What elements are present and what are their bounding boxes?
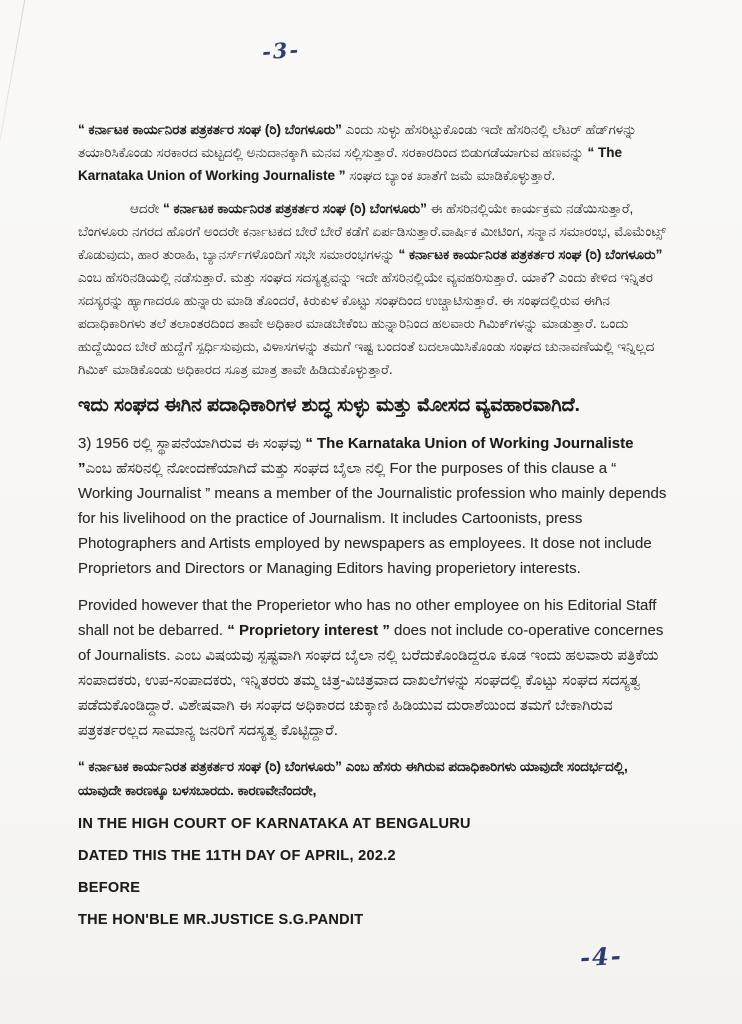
text-run: Provided however that the Properietor who has no other employee on his Editorial Staff shall not be debarred. [78, 597, 657, 639]
text-run: ಆದರೇ [130, 201, 163, 216]
text-run: does not include co-operative concernes of Journalists. ಎಂಬ ವಿಷಯವು ಸ್ಪಷ್ಟವಾಗಿ ಸಂಘದ ಬೈಲಾ ನಲ್ಲಿ ಬರೆದುಕೊಂಡಿದ್ದರೂ ಕೂಡ ಇಂದು ಹಲವಾರು ಪತ್ರಿಕೆಯ ಸಂಪಾದಕರು, ಉಪ-ಸಂಪಾದಕರು, ಇನ್ನಿತರರು ತಮ್ಮ ಚಿತ್ರ-ವಿಚಿತ್ರವಾದ ದಾಖಲೆಗಳನ್ನು ಸಂಘದಲ್ಲಿ ಕೊಟ್ಟು ಸಂಘದ ಸದಸ್ಯತ್ವ ಪಡೆದುಕೊಂಡಿದ್ದಾರೆ. ವಿಶೇಷವಾಗಿ ಈ ಸಂಘದ ಅಧಿಕಾರದ ಚುಕ್ಕಾಣಿ ಹಿಡಿಯುವ ದುರಾಶೆಯಿಂದ ತಮಗೆ ಬೇಕಾಗಿರುವ ಪತ್ರಕರ್ತರಲ್ಲದ ಸಾಮಾನ್ಯ ಜನರಿಗೆ ಸದಸ್ಯತ್ವ ಕೊಟ್ಟಿದ್ದಾರೆ. [78, 622, 664, 739]
text-run: ಈ ಹೆಸರಿನಲ್ಲಿಯೇ ಕಾರ್ಯಕ್ರಮ ನಡೆಯಿಸುತ್ತಾರೆ, ಬೆಂಗಳೂರು ನಗರದ ಹೊರಗೆ ಅಂದರೇ ಕರ್ನಾಟಕದ ಬೇರೆ ಬೇರೆ ಕಡೆಗೆ ಏರ್ಪಡಿಸುತ್ತಾರೆ.ವಾರ್ಷಿಕ ಮೀಟಿಂಗ, ಸನ್ಮಾನ ಸಮಾರಂಭ, ಮೊಮೆಂಟ್ಸ್ ಕೊಡುವುದು, ಹಾರ ತುರಾಹಿ, ಬ್ಯಾನರ್ಸ್‌ಗಳೊಂದಿಗೆ ಸಭೇ ಸಮಾರಂಭಗಳನ್ನು [78, 201, 666, 262]
bold-text-run: “ Proprietory interest ” [227, 622, 394, 639]
paragraph-proprietory-interest [78, 593, 670, 743]
text-run: ಎಂದು ಸುಳ್ಳು ಹೆಸರಿಟ್ಟುಕೊಂಡು ಇದೇ ಹೆಸರಿನಲ್ಲಿ ಲೆಟರ್ ಹೆಡ್‌ಗಳನ್ನು ತಯಾರಿಸಿಕೊಂಡು ಸರಕಾರದ ಮಟ್ಟದಲ್ಲಿ ಅನುದಾನಕ್ಕಾಗಿ ಮನವ ಸಲ್ಲಿಸುತ್ತಾರೆ. ಸರಕಾರದಿಂದ ಬಿಡುಗಡೆಯಾಗುವ ಹಣವನ್ನು [78, 122, 637, 160]
bold-text-run: “ ಕರ್ನಾಟಕ ಕಾರ್ಯನಿರತ ಪತ್ರಕರ್ತರ ಸಂಘ (ರಿ) ಬೆಂಗಳೂರು” [162, 201, 431, 216]
paragraph-bylaw-definition [78, 431, 670, 581]
handwritten-page-number-top: -3- [261, 36, 301, 65]
court-date-line: DATED THIS THE 11TH DAY OF APRIL, 202.2 [78, 848, 396, 864]
paragraph-false-name-allegation [78, 118, 670, 187]
handwritten-page-number-bottom: -4- [579, 940, 624, 973]
court-before-line: BEFORE [78, 880, 141, 896]
section-heading-fraud-statement: ಇದು ಸಂಘದ ಈಗಿನ ಪದಾಧಿಕಾರಿಗಳ ಶುದ್ಧ ಸುಳ್ಳು ಮತ್ತು ಮೋಸದ ವ್ಯವಹಾರವಾಗಿದೆ. [78, 395, 580, 416]
text-run: ಸಂಘದ ಬ್ಯಾಂಕ ಖಾತೆಗೆ ಜಮೆ ಮಾಡಿಕೊಳ್ಳುತ್ತಾರೆ. [349, 168, 556, 183]
bold-text-run: “ ಕರ್ನಾಟಕ ಕಾರ್ಯನಿರತ ಪತ್ರಕರ್ತರ ಸಂಘ (ರಿ) ಬೆಂಗಳೂರು” ಎಂಬ ಹೆಸರು ಈಗಿರುವ ಪದಾಧಿಕಾರಿಗಳು ಯಾವುದೇ ಸಂದರ್ಭದಲ್ಲಿ, ಯಾವುದೇ ಕಾರಣಕ್ಕೂ ಬಳಸಬಾರದು. ಕಾರಣವೇನೆಂದರೇ, [78, 759, 628, 798]
paragraph-name-usage-prohibition [78, 755, 670, 803]
text-run: 3) 1956 ರಲ್ಲಿ ಸ್ಥಾಪನೆಯಾಗಿರುವ ಈ ಸಂಘವು [78, 435, 306, 452]
bold-text-run: “ ಕರ್ನಾಟಕ ಕಾರ್ಯನಿರತ ಪತ್ರಕರ್ತರ ಸಂಘ (ರಿ) ಬೆಂಗಳೂರು” [78, 122, 346, 137]
text-run: ಎಂಬ ಹೆಸರಿನಡಿಯಲ್ಲಿ ನಡೆಸುತ್ತಾರೆ. ಮತ್ತು ಸಂಘದ ಸದಸ್ಯತ್ವವನ್ನು ಇದೇ ಹೆಸರಿನಲ್ಲಿಯೇ ವ್ಯವಹರಿಸುತ್ತಾರೆ. ಯಾಕೆ? ಎಂದು ಕೇಳಿದ ಇನ್ನಿತರ ಸದಸ್ಯರನ್ನು ಹ್ಯಾಗಾದರೂ ಹುನ್ನಾರು ಮಾಡಿ ತೊಂದರೆ, ಕಿರುಕುಳ ಕೊಟ್ಟು ಸಂಘದಿಂದ ಉಚ್ಚಾಟಿಸುತ್ತಾರೆ. ಈ ಸಂಘದಲ್ಲಿರುವ ಈಗಿನ ಪದಾಧಿಕಾರಿಗಳು ತಲೆ ತಲಾಂತರದಿಂದ ತಾವೇ ಅಧಿಕಾರ ಮಾಡಬೇಕೆಂಬ ಹುನ್ನಾರಿನಿಂದ ಹಲವಾರು ಗಿಮಿಕ್‌ಗಳನ್ನು ಮಾಡುತ್ತಾರೆ. ಒಂದು ಹುದ್ದೆಯಿಂದ ಬೇರೆ ಹುದ್ದೆಗೆ ಸ್ಪರ್ಧಿಸುವುದು, ವಿಳಾಸಗಳನ್ನು ತಮಗೆ ಇಷ್ಟ ಬಂದಂತೆ ಬದಲಾಯಿಸಿಕೊಂಡು ಸಂಘದ ಚುನಾವಣೆಯಲ್ಲಿ ಇನ್ನಿಲ್ಲದ ಗಿಮಿಕ್ ಮಾಡಿಕೊಂಡು ಅಧಿಕಾರದ ಸೂತ್ರ ಮಾತ್ರ ತಾವೇ ಹಿಡಿದುಕೊಳ್ಳುತ್ತಾರೆ. [78, 270, 655, 377]
court-judge-line: THE HON'BLE MR.JUSTICE S.G.PANDIT [78, 912, 364, 928]
bold-text-run: “ ಕರ್ನಾಟಕ ಕಾರ್ಯನಿರತ ಪತ್ರಕರ್ತರ ಸಂಘ (ರಿ) ಬೆಂಗಳೂರು” [398, 247, 663, 262]
bold-text-run: “ The Karnataka Union of Working Journaliste ” [78, 145, 622, 183]
paragraph-activities-allegation [78, 197, 670, 381]
text-run: ಎಂಬ ಹೆಸರಿನಲ್ಲಿ ನೋಂದಣೆಯಾಗಿದೆ ಮತ್ತು ಸಂಘದ ಬೈಲಾ ನಲ್ಲಿ For the purposes of this clause a “ Working Journalist ” means a member of the Journalistic profession who mainly depends for his livelihood on the practice of Journalism. It includes Cartoonists, press Photographers and Artists employed by newspapers as employees. It dose not include Proprietors and Directors or Managing Editors having properietory interests. [78, 460, 667, 577]
court-title-line: IN THE HIGH COURT OF KARNATAKA AT BENGALURU [78, 816, 471, 832]
paper-crease-line [0, 0, 27, 236]
bold-text-run: “ The Karnataka Union of Working Journaliste ” [78, 435, 634, 477]
document-body [78, 118, 670, 943]
